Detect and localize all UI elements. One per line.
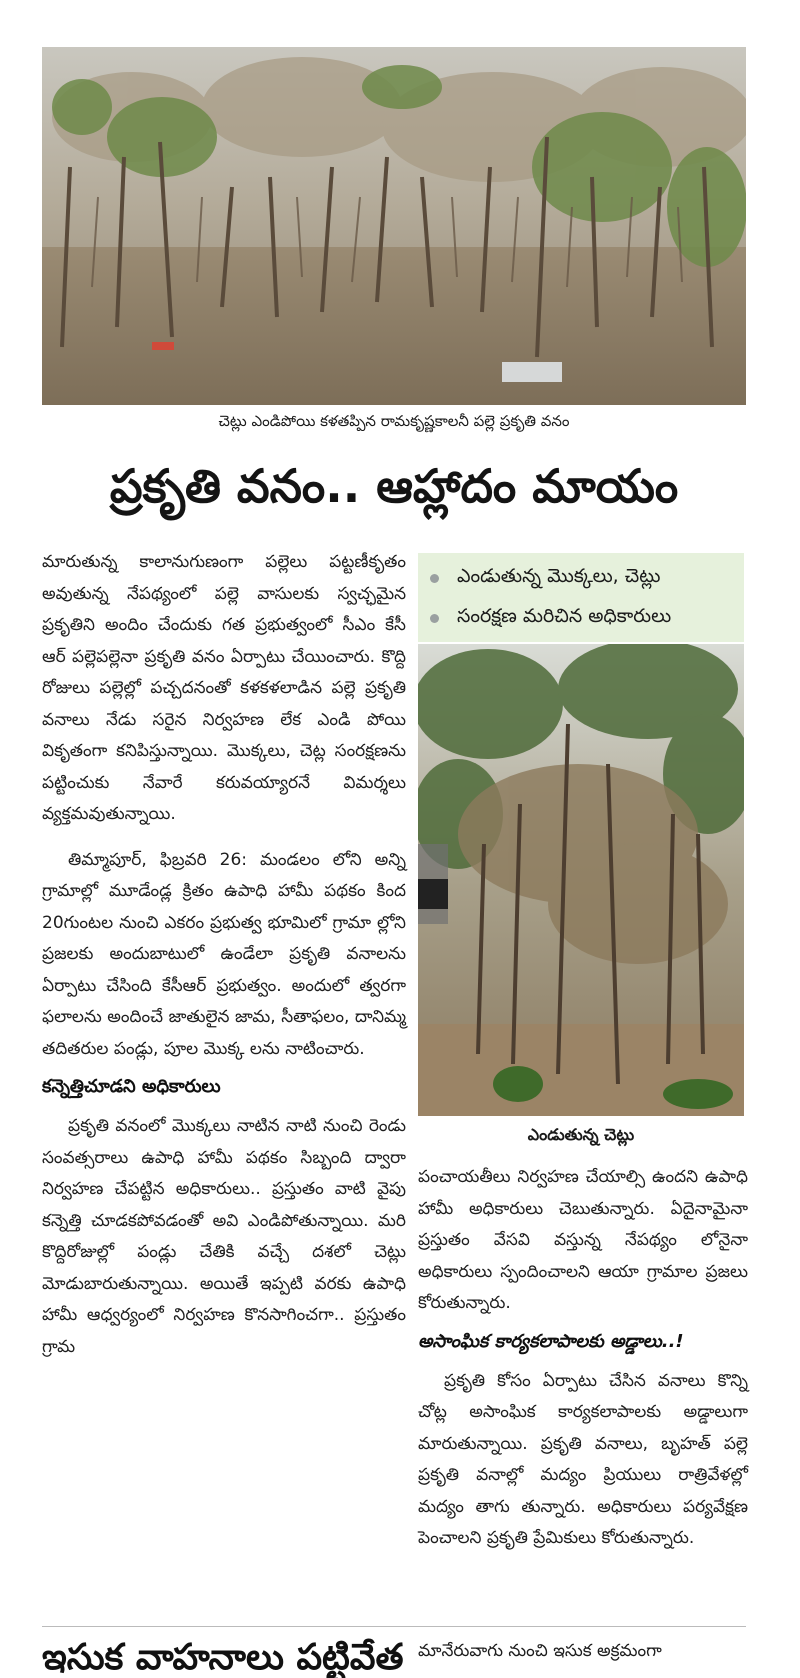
subheading-antisocial: అసాంఘిక కార్యకలాపాలకు అడ్డాలు..! [418,1330,684,1352]
highlights-box [418,553,744,642]
forest-photo-side [418,644,744,1116]
bullet-icon [430,614,439,623]
highlight-item [428,598,744,638]
intro-paragraph: మారుతున్న కాలానుగుణంగా పల్లెలు పట్టణీకృతం అవుతున్న నేపథ్యంలో పల్లె వాసులకు స్వచ్ఛమైన ప్రకృతిని అందిం చేందుకు గత ప్రభుత్వంలో సీఎం కేసీ ఆర్ పల్లెపల్లెనా ప్రకృతి వనం ఏర్పాటు చేయించారు. కొద్ది రోజులు పల్లెల్లో పచ్చదనంతో కళకళలాడిన పల్లె ప్రకృతి వనాలు నేడు సరైన నిర్వహణ లేక ఎండి పోయి వికృతంగా కనిపిస్తున్నాయి. మొక్కలు, చెట్ల సంరక్షణను పట్టించుకు నేవారే కరువయ్యారనే విమర్శలు వ్యక్తమవుతున్నాయి. [42,552,406,824]
photo-caption-top: చెట్లు ఎండిపోయి కళతప్పిన రామకృష్ణకాలనీ పల్లె ప్రకృతి వనం [218,412,570,430]
section-divider [42,1626,746,1627]
body-paragraph-1: తిమ్మాపూర్, ఫిబ్రవరి 26: మండలం లోని అన్ని గ్రామాల్లో మూడేండ్ల క్రితం ఉపాధి హామీ పథకం కింద 20గుంటల నుంచి ఎకరం ప్రభుత్వ భూమిలో గ్రామా ల్లోని ప్రజలకు అందుబాటులో ఉండేలా ప్రకృతి వనాలను ఏర్పాటు చేసింది కేసీఆర్ ప్రభుత్వం. అందులో త్వరగా ఫలాలను అందించే జాతులైన జామ, సీతాఫలం, దానిమ్మ తదితరుల పండ్లు, పూల మొక్క లను నాటించారు. [42,849,406,1059]
next-story-headline: ఇసుక వాహనాలు పట్టివేత [42,1637,404,1678]
photo-caption-side: ఎండుతున్న చెట్లు [527,1125,635,1144]
highlight-text: సంరక్షణ మరిచిన అధికారులు [457,604,672,627]
subheading-officials: కన్నెత్తిచూడని అధికారులు [42,1076,221,1097]
body-paragraph-3: పంచాయతీలు నిర్వహణ చేయాల్సి ఉందని ఉపాధి హామీ అధికారులు చెబుతున్నారు. ఏదైనామైనా ప్రస్తుతం వేసవి వస్తున్న నేపథ్యం లోనైనా అధికారులు స్పందించాలని ఆయా గ్రామాల ప్రజలు కోరుతున్నారు. [418,1167,748,1313]
page-title: ప్రకృతి వనం.. ఆహ్లాదం మాయం [109,459,679,513]
highlight-item [428,558,744,598]
article-right-column [418,1162,748,1555]
highlight-text: ఎండుతున్న మొక్కలు, చెట్లు [457,564,661,587]
next-story-text: మానేరువాగు నుంచి ఇసుక అక్రమంగా [418,1641,662,1661]
body-paragraph-4: ప్రకృతి కోసం ఏర్పాటు చేసిన వనాలు కొన్ని చోట్ల అసాంఘిక కార్యకలాపాలకు అడ్డాలుగా మారుతున్నాయి. ప్రకృతి వనాలు, బృహత్ పల్లె ప్రకృతి వనాల్లో మద్యం ప్రియులు రాత్రివేళల్లో మద్యం తాగు తున్నారు. అధికారులు పర్యవేక్షణ పెంచాలని ప్రకృతి ప్రేమికులు కోరుతున్నారు. [418,1370,748,1548]
bullet-icon [430,574,439,583]
body-paragraph-2: ప్రకృతి వనంలో మొక్కలు నాటిన నాటి నుంచి రెండు సంవత్సరాలు ఉపాధి హామీ పథకం సిబ్బంది ద్వారా నిర్వహణ చేపట్టిన అధికారులు.. ప్రస్తుతం వాటి వైపు కన్నెత్తి చూడకపోవడంతో అవి ఎండిపోతున్నాయి. మరి కొద్దిరోజుల్లో పండ్లు చేతికి వచ్చే దశలో చెట్లు మోడుబారుతున్నాయి. అయితే ఇప్పటి వరకు ఉపాధి హామీ ఆధ్వర్యంలో నిర్వహణ కొనసాగించగా.. ప్రస్తుతం గ్రామ [42,1116,406,1357]
article-left-column [42,547,406,1363]
forest-photo-top [42,47,746,405]
